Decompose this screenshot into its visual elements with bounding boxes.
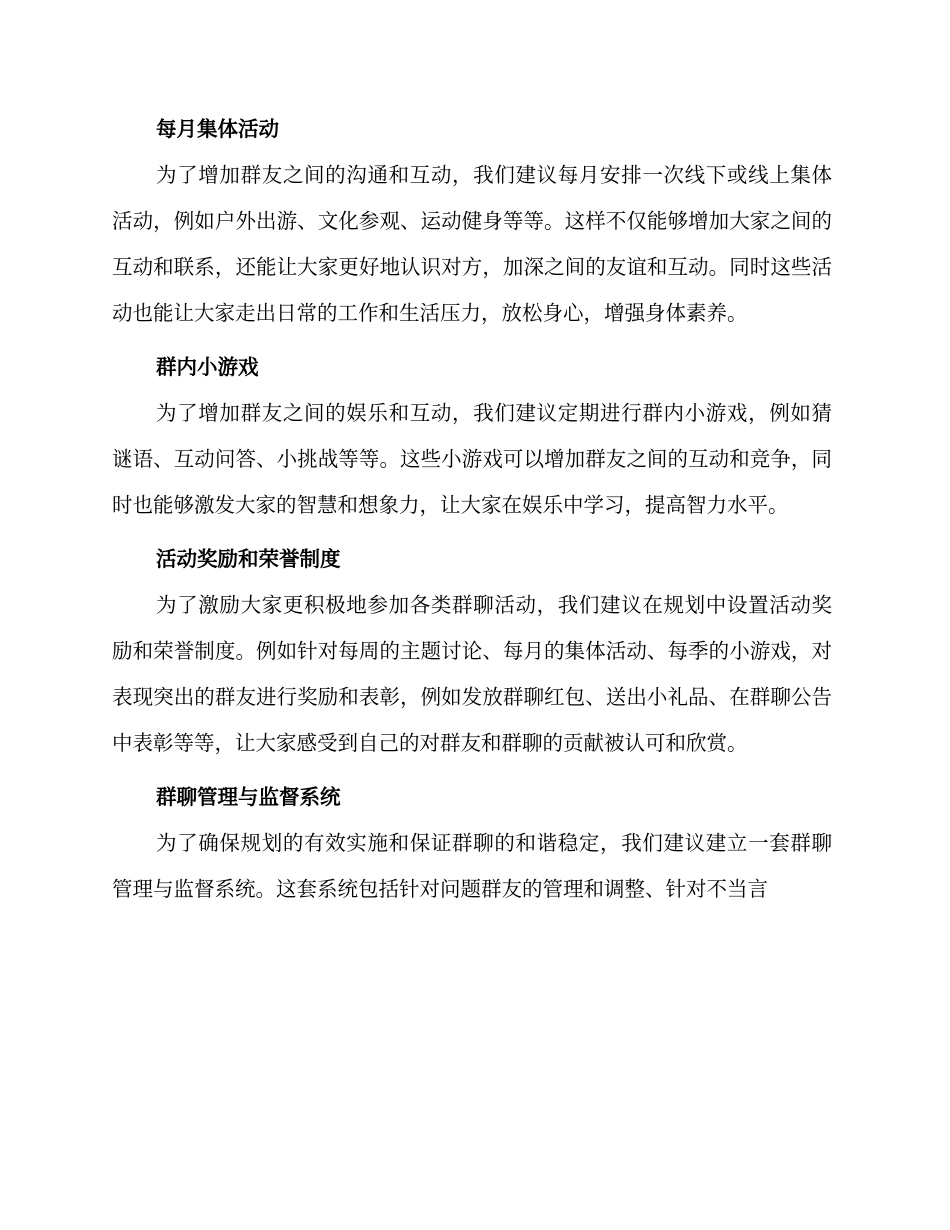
section-paragraph: 为了激励大家更积极地参加各类群聊活动，我们建议在规划中设置活动奖励和荣誉制度。例如针对每周的主题讨论、每月的集体活动、每季的小游戏，对表现突出的群友进行奖励和表彰，例如发放群聊红包、送出小礼品、在群聊公告中表彰等等，让大家感受到自己的对群友和群聊的贡献被认可和欣赏。 — [112, 593, 832, 755]
section-group-games — [112, 344, 832, 528]
section-rewards-honors — [112, 536, 832, 766]
section-paragraph: 为了确保规划的有效实施和保证群聊的和谐稳定，我们建议建立一套群聊管理与监督系统。这套系统包括针对问题群友的管理和调整、针对不当言 — [112, 831, 832, 901]
section-heading: 每月集体活动 — [156, 117, 279, 141]
document-page — [112, 106, 832, 920]
section-paragraph: 为了增加群友之间的沟通和互动，我们建议每月安排一次线下或线上集体活动，例如户外出游、文化参观、运动健身等等。这样不仅能够增加大家之间的互动和联系，还能让大家更好地认识对方，加深之间的友谊和互动。同时这些活动也能让大家走出日常的工作和生活压力，放松身心，增强身体素养。 — [112, 163, 832, 325]
section-monthly-activity — [112, 106, 832, 336]
section-paragraph: 为了增加群友之间的娱乐和互动，我们建议定期进行群内小游戏，例如猜谜语、互动问答、小挑战等等。这些小游戏可以增加群友之间的互动和竞争，同时也能够激发大家的智慧和想象力，让大家在娱乐中学习，提高智力水平。 — [112, 401, 832, 517]
section-heading: 群内小游戏 — [156, 355, 259, 379]
section-management-supervision — [112, 774, 832, 912]
section-heading: 活动奖励和荣誉制度 — [156, 547, 341, 571]
section-heading: 群聊管理与监督系统 — [156, 785, 341, 809]
